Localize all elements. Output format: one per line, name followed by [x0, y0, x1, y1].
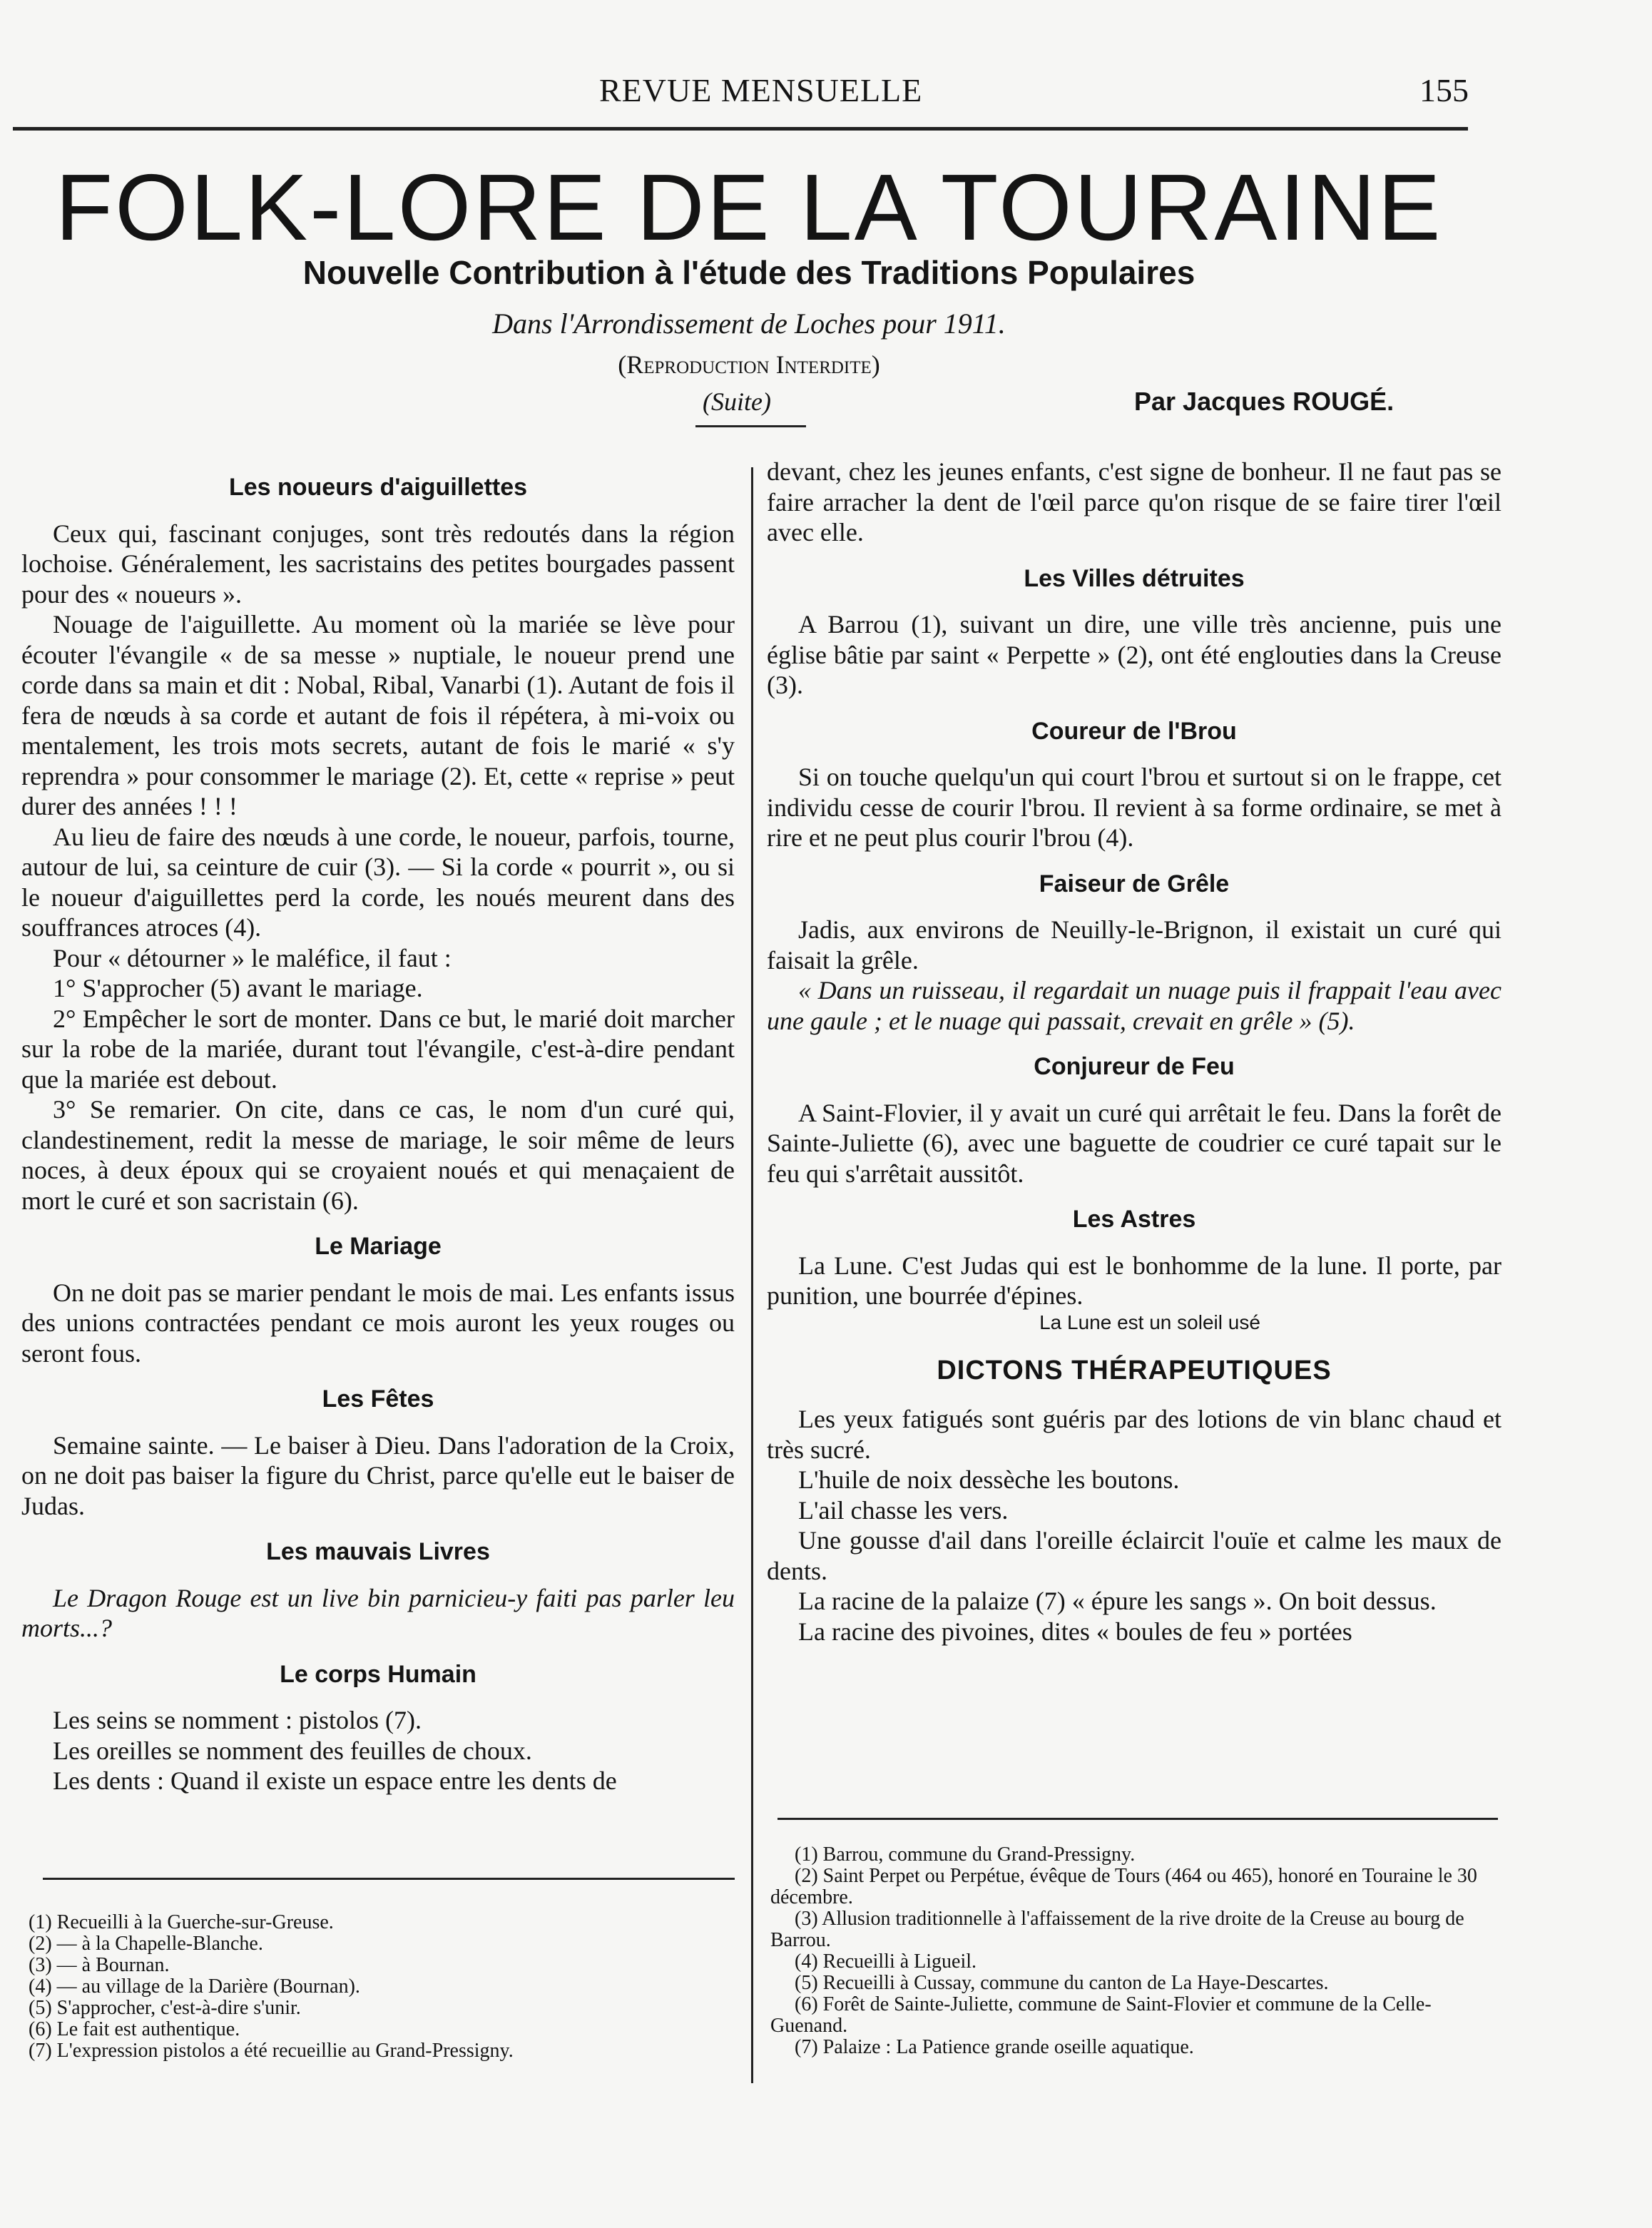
paragraph: Au lieu de faire des nœuds à une corde, le noueur, parfois, tourne, autour de lui, sa ceinture de cuir (3). — Si la corde « pourrit », ou si le noueur d'aiguillettes perd la corde, les noués meurent dans des souffrances atroces (4). — [21, 822, 735, 942]
article-subtitle: Nouvelle Contribution à l'étude des Traditions Populaires — [302, 254, 1195, 291]
paragraph: Pour « détourner » le maléfice, il faut : — [53, 943, 452, 972]
paragraph: Les dents : Quand il existe un espace entre les dents de — [53, 1766, 617, 1795]
section-heading: Le Mariage — [315, 1233, 442, 1260]
article-location: Dans l'Arrondissement de Loches pour 1911. — [492, 307, 1006, 340]
footnote: (1) Recueilli à la Guerche-sur-Greuse. — [29, 1911, 334, 1933]
footnote: (2) — à la Chapelle-Blanche. — [29, 1933, 263, 1955]
section-heading: Les Fêtes — [322, 1385, 434, 1413]
paragraph: Les seins se nomment : pistolos (7). — [53, 1706, 422, 1734]
column-divider — [751, 467, 753, 2083]
section-heading: Le corps Humain — [280, 1660, 476, 1688]
running-header: REVUE MENSUELLE — [599, 72, 923, 108]
paragraph: A Barrou (1), suivant un dire, une ville très ancienne, puis une église bâtie par saint « Perpette » (2), ont été englouties dans la Creuse (3). — [767, 610, 1501, 699]
paragraph: Une gousse d'ail dans l'oreille éclaircit l'ouïe et calme les maux de dents. — [767, 1526, 1501, 1585]
paragraph: A Saint-Flovier, il y avait un curé qui arrêtait le feu. Dans la forêt de Sainte-Juliette (6), avec une baguette de coudrier ce curé tapait sur le feu qui s'arrêtait aussitôt. — [767, 1098, 1501, 1188]
footnote: (6) Le fait est authentique. — [29, 2018, 240, 2040]
paragraph: Si on touche quelqu'un qui court l'brou et surtout si on le frappe, cet individu cesse de courir l'brou. Il revient à sa forme ordinaire, se met à rire et ne peut plus courir l'brou (4). — [767, 763, 1501, 852]
footnote: (5) Recueilli à Cussay, commune du canton de La Haye-Descartes. — [795, 1972, 1329, 1994]
paragraph: Ceux qui, fascinant conjuges, sont très redoutés dans la région lochoise. Généralement, les sacristains des petites bourgades passent pour des « noueurs ». — [21, 519, 735, 609]
paragraph: Les yeux fatigués sont guéris par des lotions de vin blanc chaud et très sucré. — [767, 1405, 1501, 1464]
footnote: (4) — au village de la Darière (Bournan). — [29, 1975, 360, 1998]
section-heading: Les Villes détruites — [1024, 564, 1245, 592]
section-heading: Conjureur de Feu — [1034, 1053, 1235, 1080]
footnotes-right — [770, 1844, 1505, 2058]
paragraph: 1° S'approcher (5) avant le mariage. — [53, 974, 423, 1002]
paragraph: La Lune. C'est Judas qui est le bonhomme de la lune. Il porte, par punition, une bourrée d'épines. — [767, 1251, 1501, 1310]
left-column — [21, 457, 735, 1796]
paragraph: L'ail chasse les vers. — [798, 1495, 1009, 1525]
paragraph: La racine des pivoines, dites « boules de feu » portées — [798, 1617, 1352, 1646]
paragraph: Le Dragon Rouge est un live bin parnicieu-y faiti pas parler leu morts...? — [21, 1583, 735, 1642]
footnote: (1) Barrou, commune du Grand-Pressigny. — [795, 1843, 1136, 1866]
section-heading: Les noueurs d'aiguillettes — [228, 474, 528, 501]
paragraph: L'huile de noix dessèche les boutons. — [798, 1465, 1180, 1494]
footnote-rule — [43, 1878, 735, 1880]
paragraph: Nouage de l'aiguillette. Au moment où la mariée se lève pour écouter l'évangile « de sa messe » nuptiale, le noueur prend une corde dans sa main et dit : Nobal, Ribal, Vanarbi (1). Autant de fois il fera de nœuds à sa corde et autant de fois il répétera, à mi-voix ou mentalement, les trois mots secrets, autant de fois le marié « s'y reprendra » pour consommer le mariage (2). Et, cette « reprise » peut durer des années ! ! ! — [21, 610, 735, 820]
paragraph: Semaine sainte. — Le baiser à Dieu. Dans l'adoration de la Croix, on ne doit pas baiser la figure du Christ, parce qu'elle eut le baiser de Judas. — [21, 1430, 735, 1520]
paragraph: 2° Empêcher le sort de monter. Dans ce but, le marié doit marcher sur la robe de la mariée, durant tout l'évangile, c'est-à-dire pendant que la mariée est debout. — [21, 1004, 735, 1094]
article-title: FOLK-LORE DE LA TOURAINE — [55, 155, 1443, 260]
footnote: (5) S'approcher, c'est-à-dire s'unir. — [29, 1997, 301, 2019]
footnote: (6) Forêt de Sainte-Juliette, commune de Saint-Flovier et commune de la Celle-Guenand. — [770, 1993, 1432, 2037]
section-heading-major: DICTONS THÉRAPEUTIQUES — [937, 1355, 1332, 1385]
paragraph: devant, chez les jeunes enfants, c'est signe de bonheur. Il ne faut pas se faire arracher la dent de l'œil parce qu'on risque de se faire tirer l'œil avec elle. — [767, 457, 1501, 546]
paragraph: « Dans un ruisseau, il regardait un nuage puis il frappait l'eau avec une gaule ; et le nuage qui passait, crevait en grêle » (5). — [767, 976, 1501, 1035]
paragraph: Les oreilles se nomment des feuilles de choux. — [53, 1736, 532, 1765]
paragraph: On ne doit pas se marier pendant le mois de mai. Les enfants issus des unions contractées pendant ce mois auront les yeux rouges ou seront fous. — [21, 1278, 735, 1368]
author-byline: Par Jacques ROUGÉ. — [1134, 387, 1394, 416]
paragraph: 3° Se remarier. On cite, dans ce cas, le nom d'un curé qui, clandestinement, redit la messe de mariage, le soir même de leurs noces, à deux époux qui se croyaient noués et qui menaçaient de mort le curé et son sacristain (6). — [21, 1095, 735, 1215]
footnote: (3) — à Bournan. — [29, 1954, 170, 1976]
right-column — [767, 457, 1501, 1647]
footnote: (2) Saint Perpet ou Perpétue, évêque de Tours (464 ou 465), honoré en Touraine le 30 décembre. — [770, 1865, 1477, 1908]
paragraph: Jadis, aux environs de Neuilly-le-Brignon, il existait un curé qui faisait la grêle. — [767, 915, 1501, 975]
section-heading: Coureur de l'Brou — [1031, 717, 1237, 745]
page-number: 155 — [1419, 72, 1469, 108]
footnote: (7) Palaize : La Patience grande oseille aquatique. — [795, 2036, 1194, 2058]
suite-rule — [695, 425, 806, 427]
section-heading: Faiseur de Grêle — [1039, 870, 1230, 897]
section-heading: Les Astres — [1072, 1206, 1196, 1233]
paragraph: La racine de la palaize (7) « épure les sangs ». On boit dessus. — [798, 1587, 1437, 1615]
footnote: (3) Allusion traditionnelle à l'affaissement de la rive droite de la Creuse au bourg de Barrou. — [770, 1908, 1464, 1951]
reproduction-notice: (Reproduction Interdite) — [618, 350, 880, 379]
suite-label: (Suite) — [703, 387, 771, 416]
footnotes-left — [29, 1912, 728, 2062]
caption: La Lune est un soleil usé — [1039, 1311, 1260, 1333]
header-rule — [13, 127, 1468, 131]
footnote-rule — [777, 1818, 1498, 1820]
footnote: (7) L'expression pistolos a été recueillie au Grand-Pressigny. — [29, 2040, 514, 2062]
footnote: (4) Recueilli à Ligueil. — [795, 1950, 977, 1973]
section-heading: Les mauvais Livres — [266, 1538, 490, 1565]
